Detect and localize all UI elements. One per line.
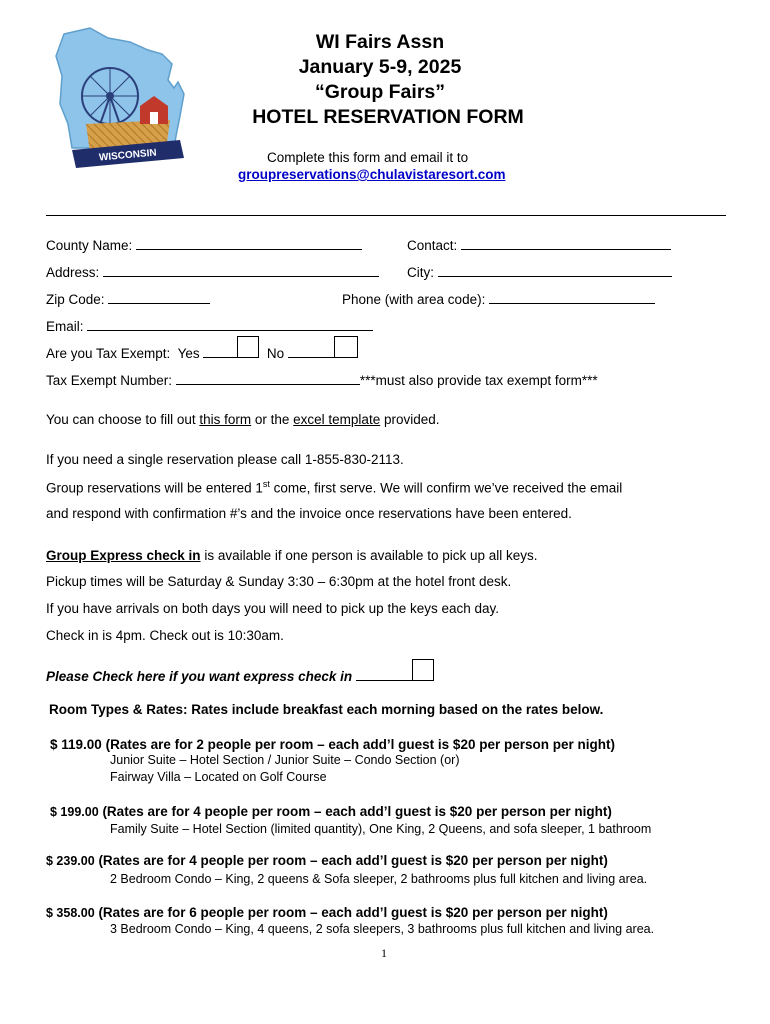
phone-field[interactable] (342, 291, 655, 307)
rate-detail: Family Suite – Hotel Section (limited quantity), One King, 2 Queens, and sofa sleeper, 1 bathroom (110, 822, 652, 836)
city-field[interactable] (407, 264, 672, 280)
contact-line[interactable] (461, 237, 671, 250)
respond-text: and respond with confirmation #’s and the invoice once reservations have been entered. (46, 506, 572, 521)
rate-price: $ 239.00 (46, 854, 95, 868)
choose-form-text (46, 412, 440, 427)
header-divider (46, 215, 726, 216)
tax-exempt-question (46, 345, 346, 361)
group-reservation-text (46, 479, 622, 496)
county-line[interactable] (136, 237, 362, 250)
rate-detail: 2 Bedroom Condo – King, 2 queens & Sofa sleeper, 2 bathrooms plus full kitchen and living area. (110, 872, 648, 886)
city-line[interactable] (438, 264, 672, 277)
address-label: Address: (46, 265, 100, 280)
group-sup: st (262, 479, 270, 489)
page-number: 1 (381, 946, 387, 960)
group-post: come, first serve. We will confirm we’ve received the email (269, 480, 623, 496)
address-field[interactable] (46, 264, 379, 280)
title-line-4: HOTEL RESERVATION FORM (252, 106, 524, 128)
tax-number-field[interactable] (46, 372, 598, 388)
county-field[interactable] (46, 237, 362, 253)
this-form-link[interactable]: this form (199, 412, 252, 427)
rate-price: $ 119.00 (50, 737, 102, 752)
rate-price: $ 199.00 (50, 805, 99, 819)
arrivals-text: If you have arrivals on both days you will need to pick up the keys each day. (46, 601, 500, 616)
tax-exempt-no-checkbox[interactable] (334, 336, 358, 358)
contact-field[interactable] (407, 237, 671, 253)
rate-description: (Rates are for 2 people per room – each add’l guest is $20 per person per night) (105, 737, 615, 752)
address-line[interactable] (103, 264, 379, 277)
single-reservation-text: If you need a single reservation please call 1-855-830-2113. (46, 452, 404, 467)
tax-form-note: ***must also provide tax exempt form*** (359, 373, 598, 388)
choose-mid: or the (251, 412, 294, 427)
express-checkin-title: Group Express check in (46, 548, 201, 563)
excel-template-link[interactable]: excel template (293, 412, 381, 427)
tax-exempt-yes-checkbox[interactable] (237, 336, 259, 358)
rate-description: (Rates are for 4 people per room – each add’l guest is $20 per person per night) (98, 853, 608, 868)
rate-detail: Fairway Villa – Located on Golf Course (110, 770, 327, 784)
rate-item (46, 853, 608, 868)
choose-pre: You can choose to fill out (46, 412, 200, 427)
title-line-1: WI Fairs Assn (315, 31, 445, 53)
email-label: Email: (46, 319, 84, 334)
rate-description: (Rates are for 6 people per room – each add’l guest is $20 per person per night) (98, 905, 608, 920)
city-label: City: (407, 265, 434, 280)
zip-label: Zip Code: (46, 292, 105, 307)
county-label: County Name: (46, 238, 133, 253)
email-link[interactable]: groupreservations@chulavistaresort.com (238, 167, 506, 182)
contact-label: Contact: (407, 238, 458, 253)
rate-item (50, 804, 612, 819)
express-check-line (356, 668, 420, 681)
room-types-heading: Room Types & Rates: Rates include breakfast each morning based on the rates below. (49, 702, 604, 717)
group-pre: Group reservations will be entered 1 (46, 480, 263, 496)
phone-label: Phone (with area code): (342, 292, 486, 307)
tax-number-label: Tax Exempt Number: (46, 373, 173, 388)
express-checkin-checkbox[interactable] (412, 659, 434, 681)
title-line-2: January 5-9, 2025 (298, 56, 462, 78)
rate-item (46, 905, 608, 920)
yes-label: Yes (177, 346, 200, 361)
checkin-text: Check in is 4pm. Check out is 10:30am. (46, 628, 284, 643)
svg-text:WISCONSIN: WISCONSIN (98, 147, 158, 164)
tax-number-line[interactable] (176, 372, 360, 385)
phone-line[interactable] (489, 291, 655, 304)
title-line-3: “Group Fairs” (314, 81, 446, 103)
rate-description: (Rates are for 4 people per room – each add’l guest is $20 per person per night) (102, 804, 612, 819)
rate-price: $ 358.00 (46, 906, 95, 920)
email-field[interactable] (46, 318, 373, 334)
rate-detail: 3 Bedroom Condo – King, 4 queens, 2 sofa sleepers, 3 bathrooms plus full kitchen and living area. (110, 922, 655, 936)
express-checkin-rest: is available if one person is available to pick up all keys. (200, 548, 538, 563)
express-checkin-request (46, 668, 424, 684)
zip-line[interactable] (108, 291, 210, 304)
tax-exempt-label: Are you Tax Exempt: (46, 346, 171, 361)
pickup-text: Pickup times will be Saturday & Sunday 3:30 – 6:30pm at the hotel front desk. (46, 574, 512, 589)
no-label: No (266, 346, 285, 361)
choose-post: provided. (380, 412, 440, 427)
express-checkin-text (46, 548, 538, 563)
rate-detail: Junior Suite – Hotel Section / Junior Suite – Condo Section (or) (110, 753, 460, 767)
express-check-label: Please Check here if you want express check in (46, 669, 353, 684)
rate-item (50, 737, 615, 752)
email-line[interactable] (87, 318, 373, 331)
zip-field[interactable] (46, 291, 210, 307)
instruction-text: Complete this form and email it to (267, 150, 469, 165)
